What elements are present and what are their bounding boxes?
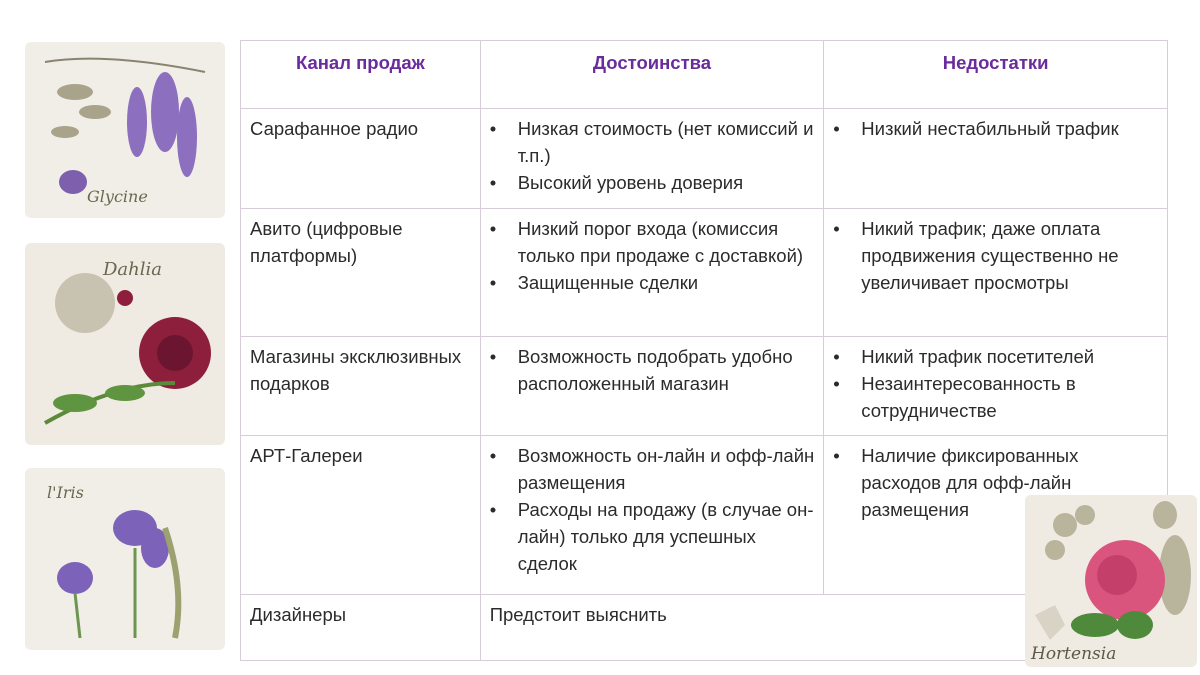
pros-item: • Расходы на продажу (в случае он-лайн) только для успешных сделок xyxy=(518,496,815,577)
merged-cell: Предстоит выяснить xyxy=(480,595,1167,661)
pros-item: • Возможность подобрать удобно расположенный магазин xyxy=(518,343,815,397)
channel-cell: Авито (цифровые платформы) xyxy=(241,209,481,337)
header-channel: Канал продаж xyxy=(241,41,481,109)
table-row xyxy=(241,209,1168,337)
pros-cell xyxy=(480,109,824,209)
svg-text:Glycine: Glycine xyxy=(87,187,148,206)
pros-cell xyxy=(480,209,824,337)
dahlia-embroidery-image xyxy=(25,243,225,445)
cons-cell xyxy=(824,109,1168,209)
pros-item: • Низкий порог входа (комиссия только при продаже с доставкой) xyxy=(518,215,815,269)
cons-cell xyxy=(824,209,1168,337)
header-cons: Недостатки xyxy=(824,41,1168,109)
table-row xyxy=(241,109,1168,209)
pros-cell xyxy=(480,337,824,436)
cons-item: • Наличие фиксированных расходов для офф-лайн размещения xyxy=(861,442,1158,523)
pros-item: • Низкая стоимость (нет комиссий и т.п.) xyxy=(518,115,815,169)
header-pros: Достоинства xyxy=(480,41,824,109)
channel-cell: Дизайнеры xyxy=(241,595,481,661)
cons-item: • Никий трафик; даже оплата продвижения существенно не увеличивает просмотры xyxy=(861,215,1158,296)
glycine-embroidery-image xyxy=(25,42,225,218)
svg-text:Dahlia: Dahlia xyxy=(103,259,163,280)
table-row xyxy=(241,337,1168,436)
iris-embroidery-image xyxy=(25,468,225,650)
pros-item: • Защищенные сделки xyxy=(518,269,815,296)
table-header-row xyxy=(241,41,1168,109)
pros-item: • Высокий уровень доверия xyxy=(518,169,815,196)
channel-cell: Сарафанное радио xyxy=(241,109,481,209)
hortensia-embroidery-image xyxy=(1025,495,1197,667)
cons-item: • Незаинтересованность в сотрудничестве xyxy=(861,370,1158,424)
svg-text:l'Iris: l'Iris xyxy=(47,483,84,502)
cons-item: • Низкий нестабильный трафик xyxy=(861,115,1158,142)
pros-item: • Возможность он-лайн и офф-лайн размещения xyxy=(518,442,815,496)
channel-cell: АРТ-Галереи xyxy=(241,436,481,595)
pros-cell xyxy=(480,436,824,595)
cons-cell xyxy=(824,337,1168,436)
hortensia-caption: Hortensia xyxy=(1031,644,1117,664)
channel-cell: Магазины эксклюзивных подарков xyxy=(241,337,481,436)
cons-item: • Никий трафик посетителей xyxy=(861,343,1158,370)
